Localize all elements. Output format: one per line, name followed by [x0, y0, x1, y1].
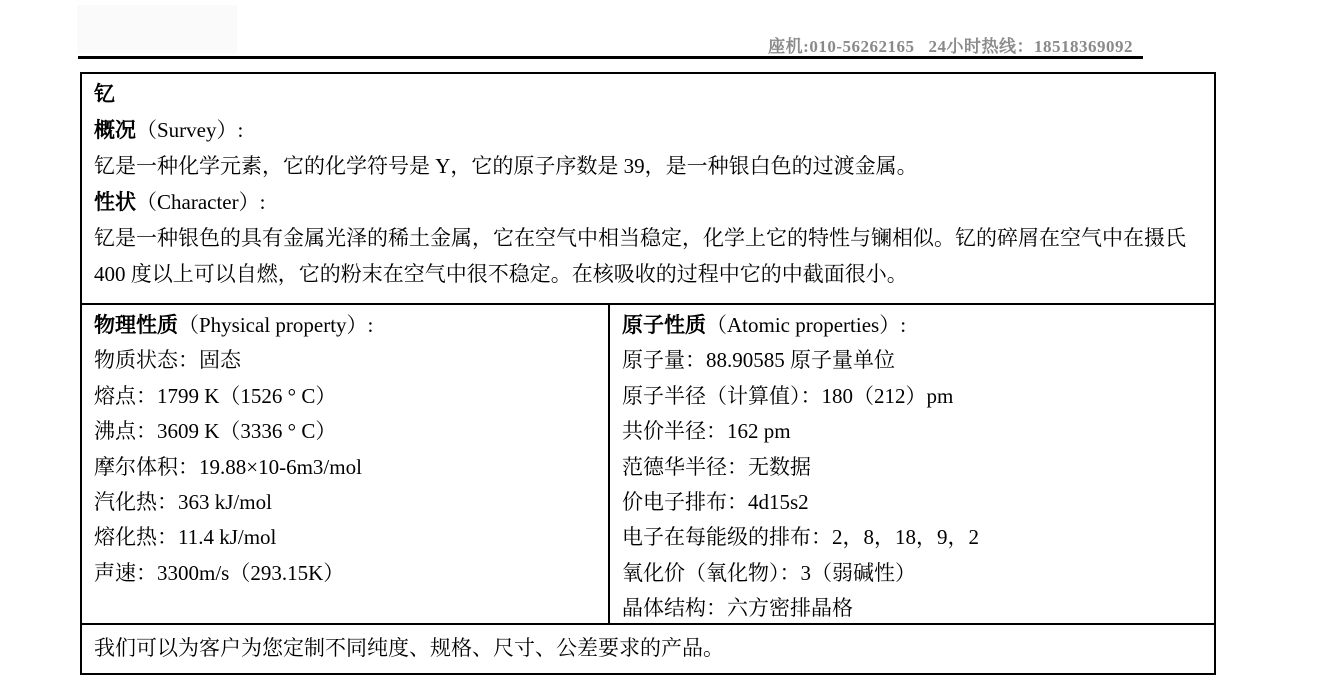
- properties-section: [82, 303, 1214, 623]
- survey-text: 钇是一种化学元素，它的化学符号是 Y，它的原子序数是 39，是一种银白色的过渡金属。: [94, 154, 918, 178]
- atomic-item: 范德华半径：无数据: [622, 454, 811, 479]
- atomic-heading: 原子性质（Atomic properties）:: [622, 313, 907, 337]
- header-contact: [768, 32, 1133, 57]
- atomic-item: 共价半径：162 pm: [622, 419, 791, 444]
- physical-item: 沸点：3609 K（3336 ° C）: [94, 419, 337, 444]
- survey-heading: 概况（Survey）:: [94, 118, 244, 142]
- footer-note-row: [82, 623, 1214, 673]
- physical-item: 物质状态：固态: [94, 348, 241, 373]
- physical-heading: 物理性质（Physical property）:: [94, 313, 374, 337]
- footer-note: 我们可以为客户为您定制不同纯度、规格、尺寸、公差要求的产品。: [94, 636, 724, 660]
- element-info-table: [80, 72, 1216, 675]
- atomic-item: 原子半径（计算值）：180（212）pm: [622, 383, 954, 408]
- logo-watermark: [77, 5, 237, 53]
- physical-item: 汽化热：363 kJ/mol: [94, 490, 272, 515]
- overview-section: [82, 74, 1214, 303]
- atomic-item: 氧化价（氧化物）：3（弱碱性）: [622, 560, 916, 585]
- atomic-item: 电子在每能级的排布：2，8，18，9，2: [622, 525, 979, 550]
- header-phone: 座机:010-56262165: [768, 37, 915, 56]
- atomic-properties-cell: [610, 305, 1214, 623]
- physical-properties-cell: [82, 305, 610, 623]
- element-title: 钇: [94, 82, 115, 106]
- atomic-item: 价电子排布：4d15s2: [622, 490, 809, 515]
- header-hotline: 24小时热线：18518369092: [928, 37, 1133, 56]
- atomic-item: 原子量：88.90585 原子量单位: [622, 348, 895, 373]
- character-text: 钇是一种银色的具有金属光泽的稀土金属，它在空气中相当稳定，化学上它的特性与镧相似。钇的碎屑在空气中在摄氏 400 度以上可以自燃，它的粉末在空气中很不稳定。在核吸收的过程中它的中截面很小。: [94, 226, 1186, 286]
- physical-item: 声速：3300m/s（293.15K）: [94, 560, 345, 585]
- atomic-item: 晶体结构：六方密排晶格: [622, 596, 853, 621]
- character-heading: 性状（Character）:: [94, 190, 266, 214]
- header-divider: [78, 56, 1143, 59]
- physical-item: 熔点：1799 K（1526 ° C）: [94, 383, 337, 408]
- physical-item: 熔化热：11.4 kJ/mol: [94, 525, 277, 550]
- physical-item: 摩尔体积：19.88×10-6m3/mol: [94, 454, 362, 479]
